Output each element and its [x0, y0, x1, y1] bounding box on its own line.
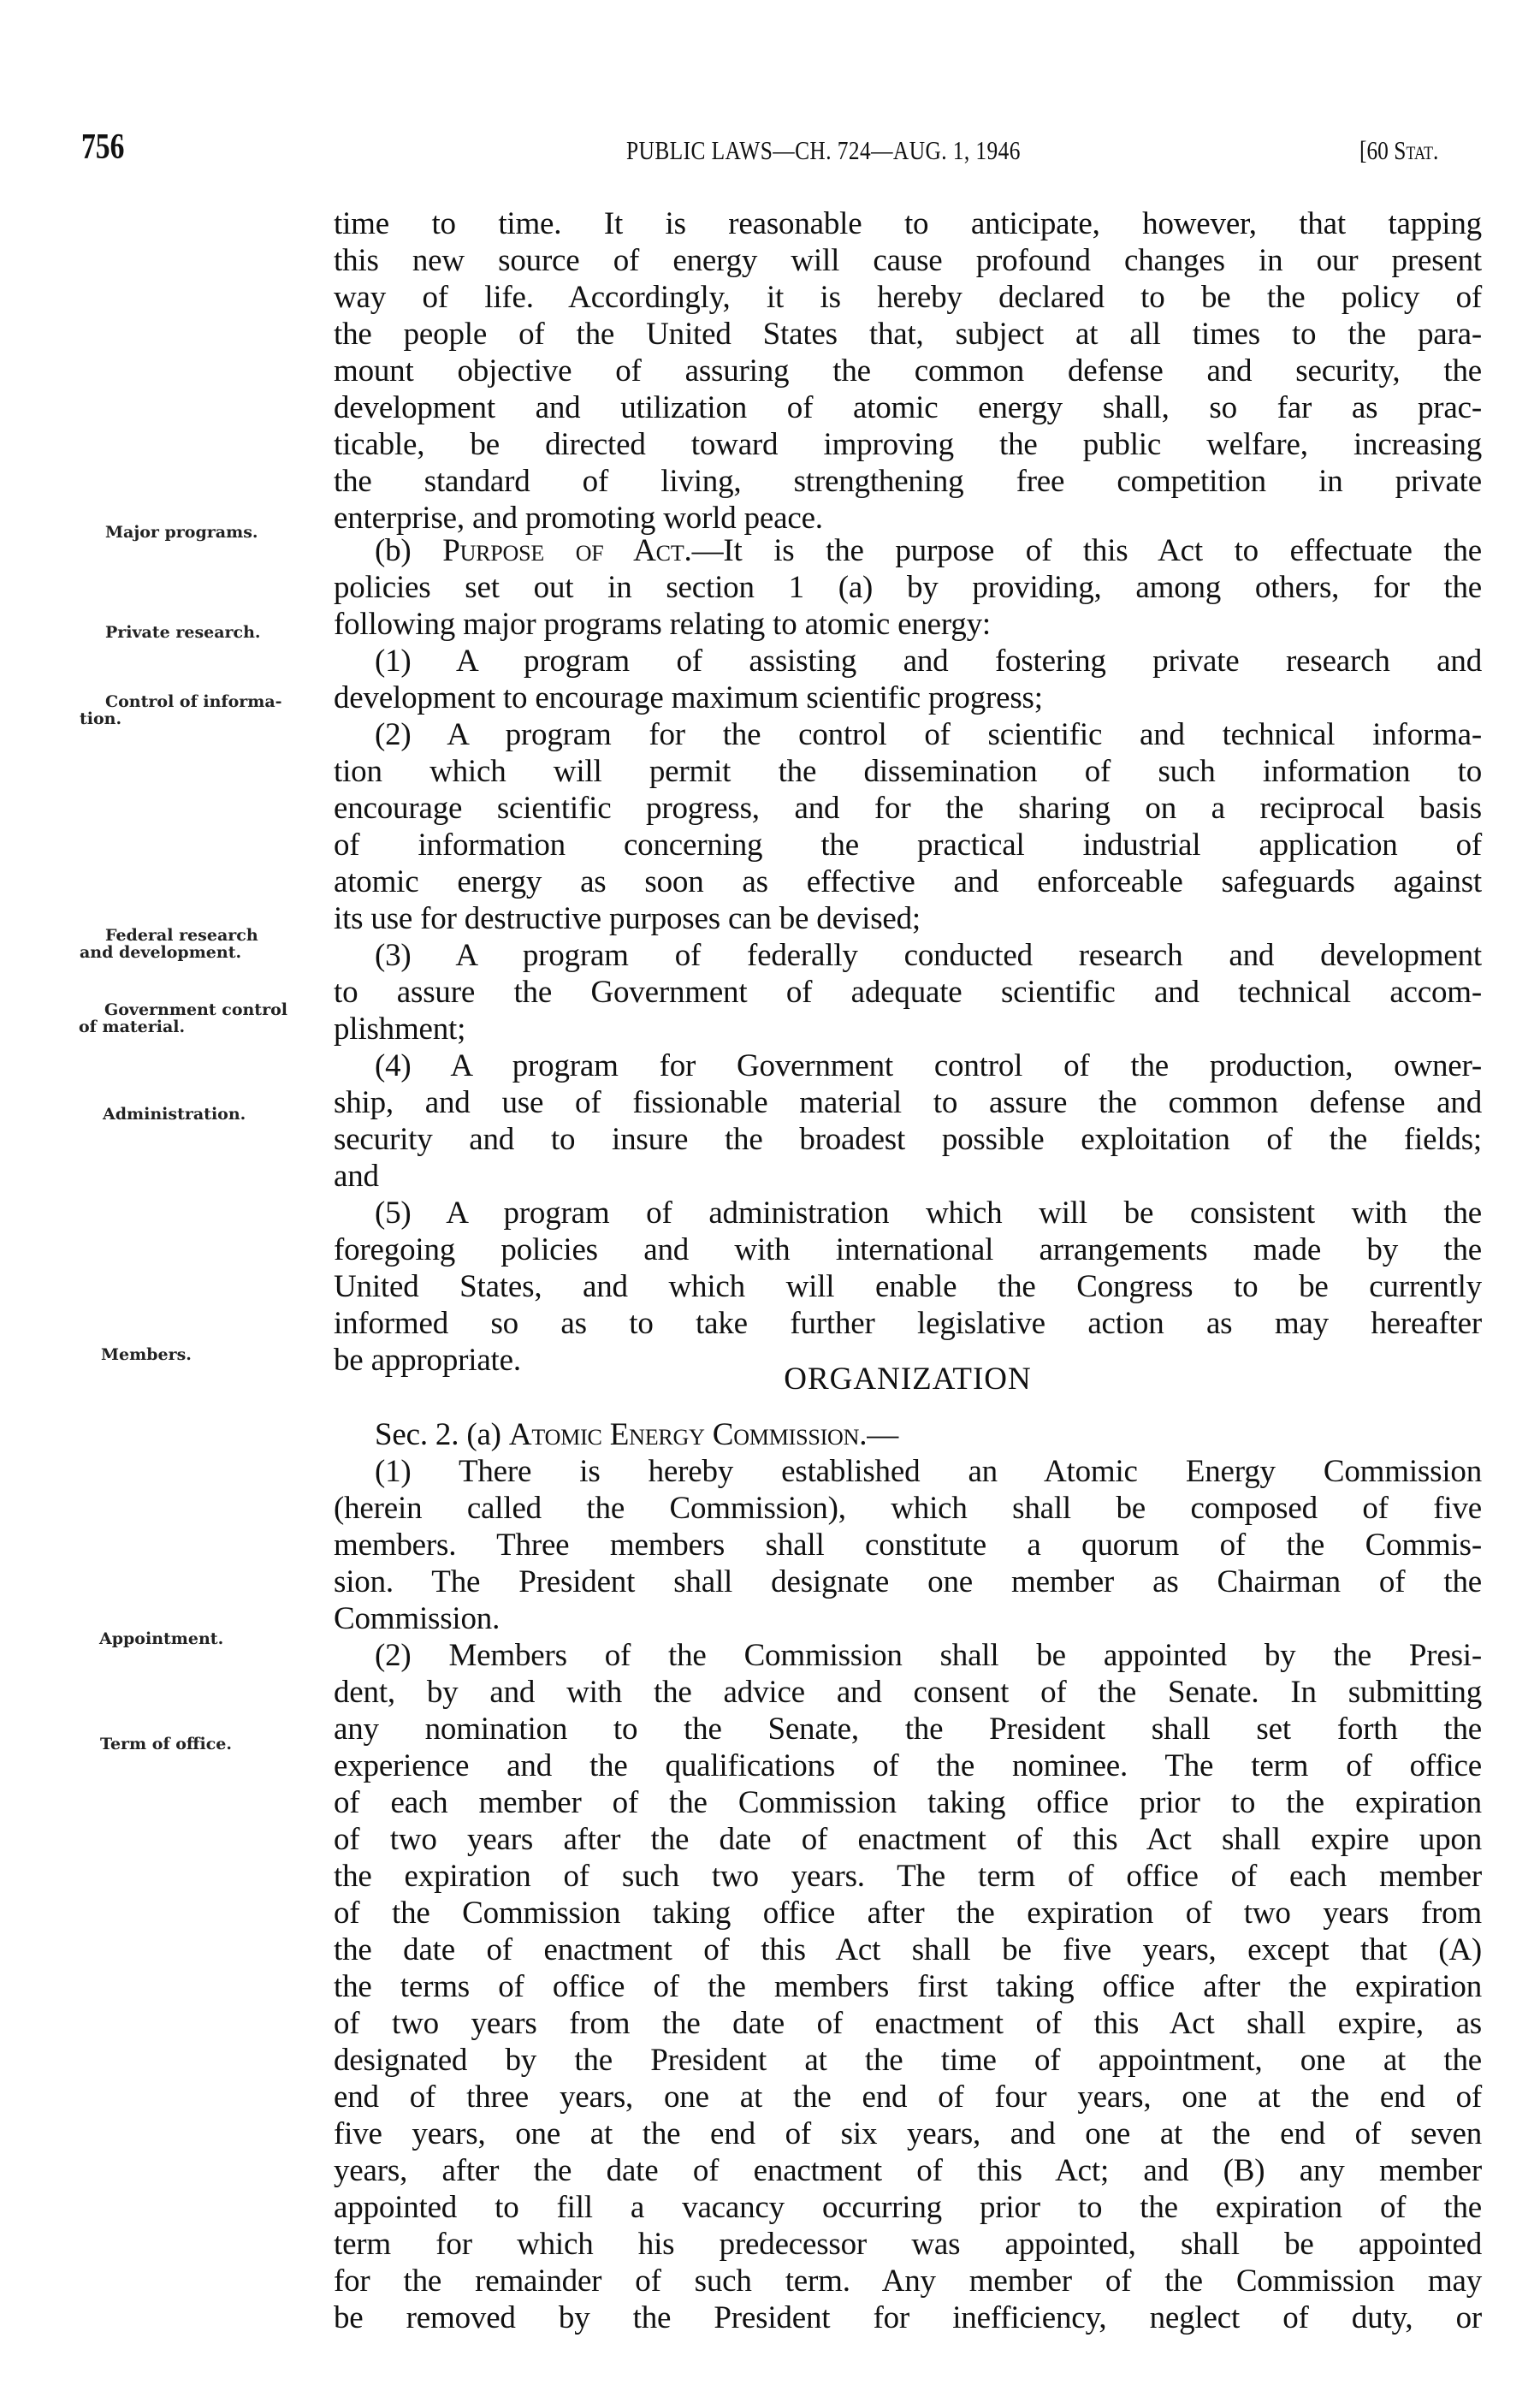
- text-line: of two years from the date of enactment of this Act shall expire, as: [334, 2006, 1482, 2041]
- margin-note-line: Control of informa-: [105, 692, 282, 711]
- text-line: [334, 532, 1482, 570]
- text-line: of the Commission taking office after the expiration of two years from: [334, 1896, 1482, 1931]
- small-caps-heading: Atomic Energy Commission: [508, 1417, 860, 1452]
- text-line: (4) A program for Government control of the production, owner-: [375, 1048, 1482, 1083]
- text-line: (3) A program of federally conducted research and development: [375, 938, 1482, 973]
- text-line: appointed to fill a vacancy occurring prior to the expiration of the: [334, 2190, 1482, 2225]
- margin-note-line: Appointment.: [99, 1629, 224, 1648]
- text-line: foregoing policies and with international arrangements made by the: [334, 1232, 1482, 1267]
- text-line: ticable, be directed toward improving the public welfare, increasing: [334, 427, 1482, 462]
- text-line: way of life. Accordingly, it is hereby declared to be the policy of: [334, 280, 1482, 315]
- text-fragment: .—: [859, 1417, 899, 1452]
- text-line: sion. The President shall designate one member as Chairman of the: [334, 1564, 1482, 1599]
- margin-note: [99, 1630, 223, 1647]
- text-line: atomic energy as soon as effective and enforceable safeguards against: [334, 864, 1482, 899]
- text-line: be removed by the President for inefficiency, neglect of duty, or: [334, 2300, 1482, 2335]
- text-line: to assure the Government of adequate scientific and technical accom-: [334, 975, 1482, 1010]
- text-line: encourage scientific progress, and for the sharing on a reciprocal basis: [334, 791, 1482, 826]
- text-line: following major programs relating to atomic energy:: [334, 607, 991, 642]
- text-line: informed so as to take further legislative action as may hereafter: [334, 1306, 1482, 1341]
- text-line: the date of enactment of this Act shall be five years, except that (A): [334, 1932, 1482, 1967]
- text-line: (herein called the Commission), which shall be composed of five: [334, 1491, 1482, 1526]
- text-line: be appropriate.: [334, 1343, 521, 1378]
- text-fragment: Sec. 2. (a): [375, 1417, 509, 1452]
- margin-note-line: of material.: [79, 1018, 186, 1036]
- text-line: its use for destructive purposes can be devised;: [334, 901, 921, 936]
- text-line: policies set out in section 1 (a) by providing, among others, for the: [334, 570, 1482, 605]
- text-line: tion which will permit the dissemination of such information to: [334, 754, 1482, 789]
- margin-note-line: tion.: [80, 709, 122, 728]
- text-line: Commission.: [334, 1601, 500, 1636]
- margin-note: [80, 926, 258, 962]
- text-line: enterprise, and promoting world peace.: [334, 501, 823, 536]
- margin-note: [105, 624, 261, 641]
- margin-note-line: and development.: [80, 943, 242, 962]
- text-line: designated by the President at the time of appointment, one at the: [334, 2043, 1482, 2078]
- text-line: experience and the qualifications of the nominee. The term of office: [334, 1748, 1482, 1783]
- text-line: members. Three members shall constitute a quorum of the Commis-: [334, 1528, 1482, 1563]
- margin-note-line: Private research.: [105, 623, 261, 642]
- text-line: term for which his predecessor was appointed, shall be appointed: [334, 2227, 1482, 2262]
- margin-note: [105, 524, 258, 541]
- text-line: for the remainder of such term. Any member of the Commission may: [334, 2264, 1482, 2299]
- text-line: end of three years, one at the end of four years, one at the end of: [334, 2080, 1482, 2115]
- text-line: the terms of office of the members first taking office after the expiration: [334, 1969, 1482, 2004]
- running-head: PUBLIC LAWS—CH. 724—AUG. 1, 1946: [626, 135, 1021, 165]
- margin-note: [79, 1000, 287, 1036]
- statute-reference: [1359, 135, 1438, 166]
- text-line: time to time. It is reasonable to anticipate, however, that tapping: [334, 206, 1482, 241]
- text-line: (1) A program of assisting and fostering private research and: [375, 644, 1482, 679]
- text-line: the expiration of such two years. The term of office of each member: [334, 1859, 1482, 1894]
- text-line: and: [334, 1159, 379, 1194]
- text-line: of information concerning the practical industrial application of: [334, 828, 1482, 863]
- margin-note-line: Major programs.: [105, 523, 258, 542]
- text-fragment: (b): [375, 533, 443, 568]
- text-line: of each member of the Commission taking office prior to the expiration: [334, 1785, 1482, 1820]
- margin-note: [101, 1346, 192, 1363]
- margin-note-line: Government control: [104, 1000, 287, 1019]
- text-line: (2) A program for the control of scientific and technical informa-: [375, 717, 1482, 752]
- text-line: the people of the United States that, subject at all times to the para-: [334, 317, 1482, 352]
- text-line: security and to insure the broadest possible exploitation of the fields;: [334, 1122, 1482, 1157]
- page-number: 756: [81, 128, 125, 167]
- text-fragment: .—It is the purpose of this Act to effectuate the: [684, 533, 1482, 568]
- margin-note-line: Term of office.: [100, 1735, 232, 1753]
- text-line: ship, and use of fissionable material to assure the common defense and: [334, 1085, 1482, 1120]
- text-line: of two years after the date of enactment of this Act shall expire upon: [334, 1822, 1482, 1857]
- margin-note-line: Administration.: [103, 1105, 246, 1124]
- margin-note-line: Federal research: [105, 926, 258, 945]
- text-line: [334, 1416, 1482, 1454]
- text-line: plishment;: [334, 1012, 466, 1047]
- text-line: dent, by and with the advice and consent of the Senate. In submitting: [334, 1675, 1482, 1710]
- text-line: United States, and which will enable the Congress to be currently: [334, 1269, 1482, 1304]
- stat-ref-text: [60 Stat.: [1359, 135, 1439, 165]
- margin-note: [103, 1106, 246, 1123]
- text-line: this new source of energy will cause profound changes in our present: [334, 243, 1482, 278]
- text-line: (5) A program of administration which will be consistent with the: [375, 1196, 1482, 1231]
- section-heading: ORGANIZATION: [784, 1362, 1032, 1397]
- margin-note: [80, 692, 282, 728]
- text-line: years, after the date of enactment of this Act; and (B) any member: [334, 2153, 1482, 2188]
- margin-note: [100, 1736, 232, 1753]
- text-line: development to encourage maximum scientific progress;: [334, 680, 1043, 715]
- text-line: development and utilization of atomic energy shall, so far as prac-: [334, 390, 1482, 425]
- text-line: (1) There is hereby established an Atomic Energy Commission: [375, 1454, 1482, 1489]
- text-line: five years, one at the end of six years, and one at the end of seven: [334, 2116, 1482, 2151]
- small-caps-heading: Purpose of Act: [442, 533, 684, 568]
- text-line: mount objective of assuring the common defense and security, the: [334, 353, 1482, 389]
- text-line: any nomination to the Senate, the President shall set forth the: [334, 1712, 1482, 1747]
- margin-note-line: Members.: [101, 1345, 192, 1364]
- text-line: (2) Members of the Commission shall be appointed by the Presi-: [375, 1638, 1482, 1673]
- text-line: the standard of living, strengthening free competition in private: [334, 464, 1482, 499]
